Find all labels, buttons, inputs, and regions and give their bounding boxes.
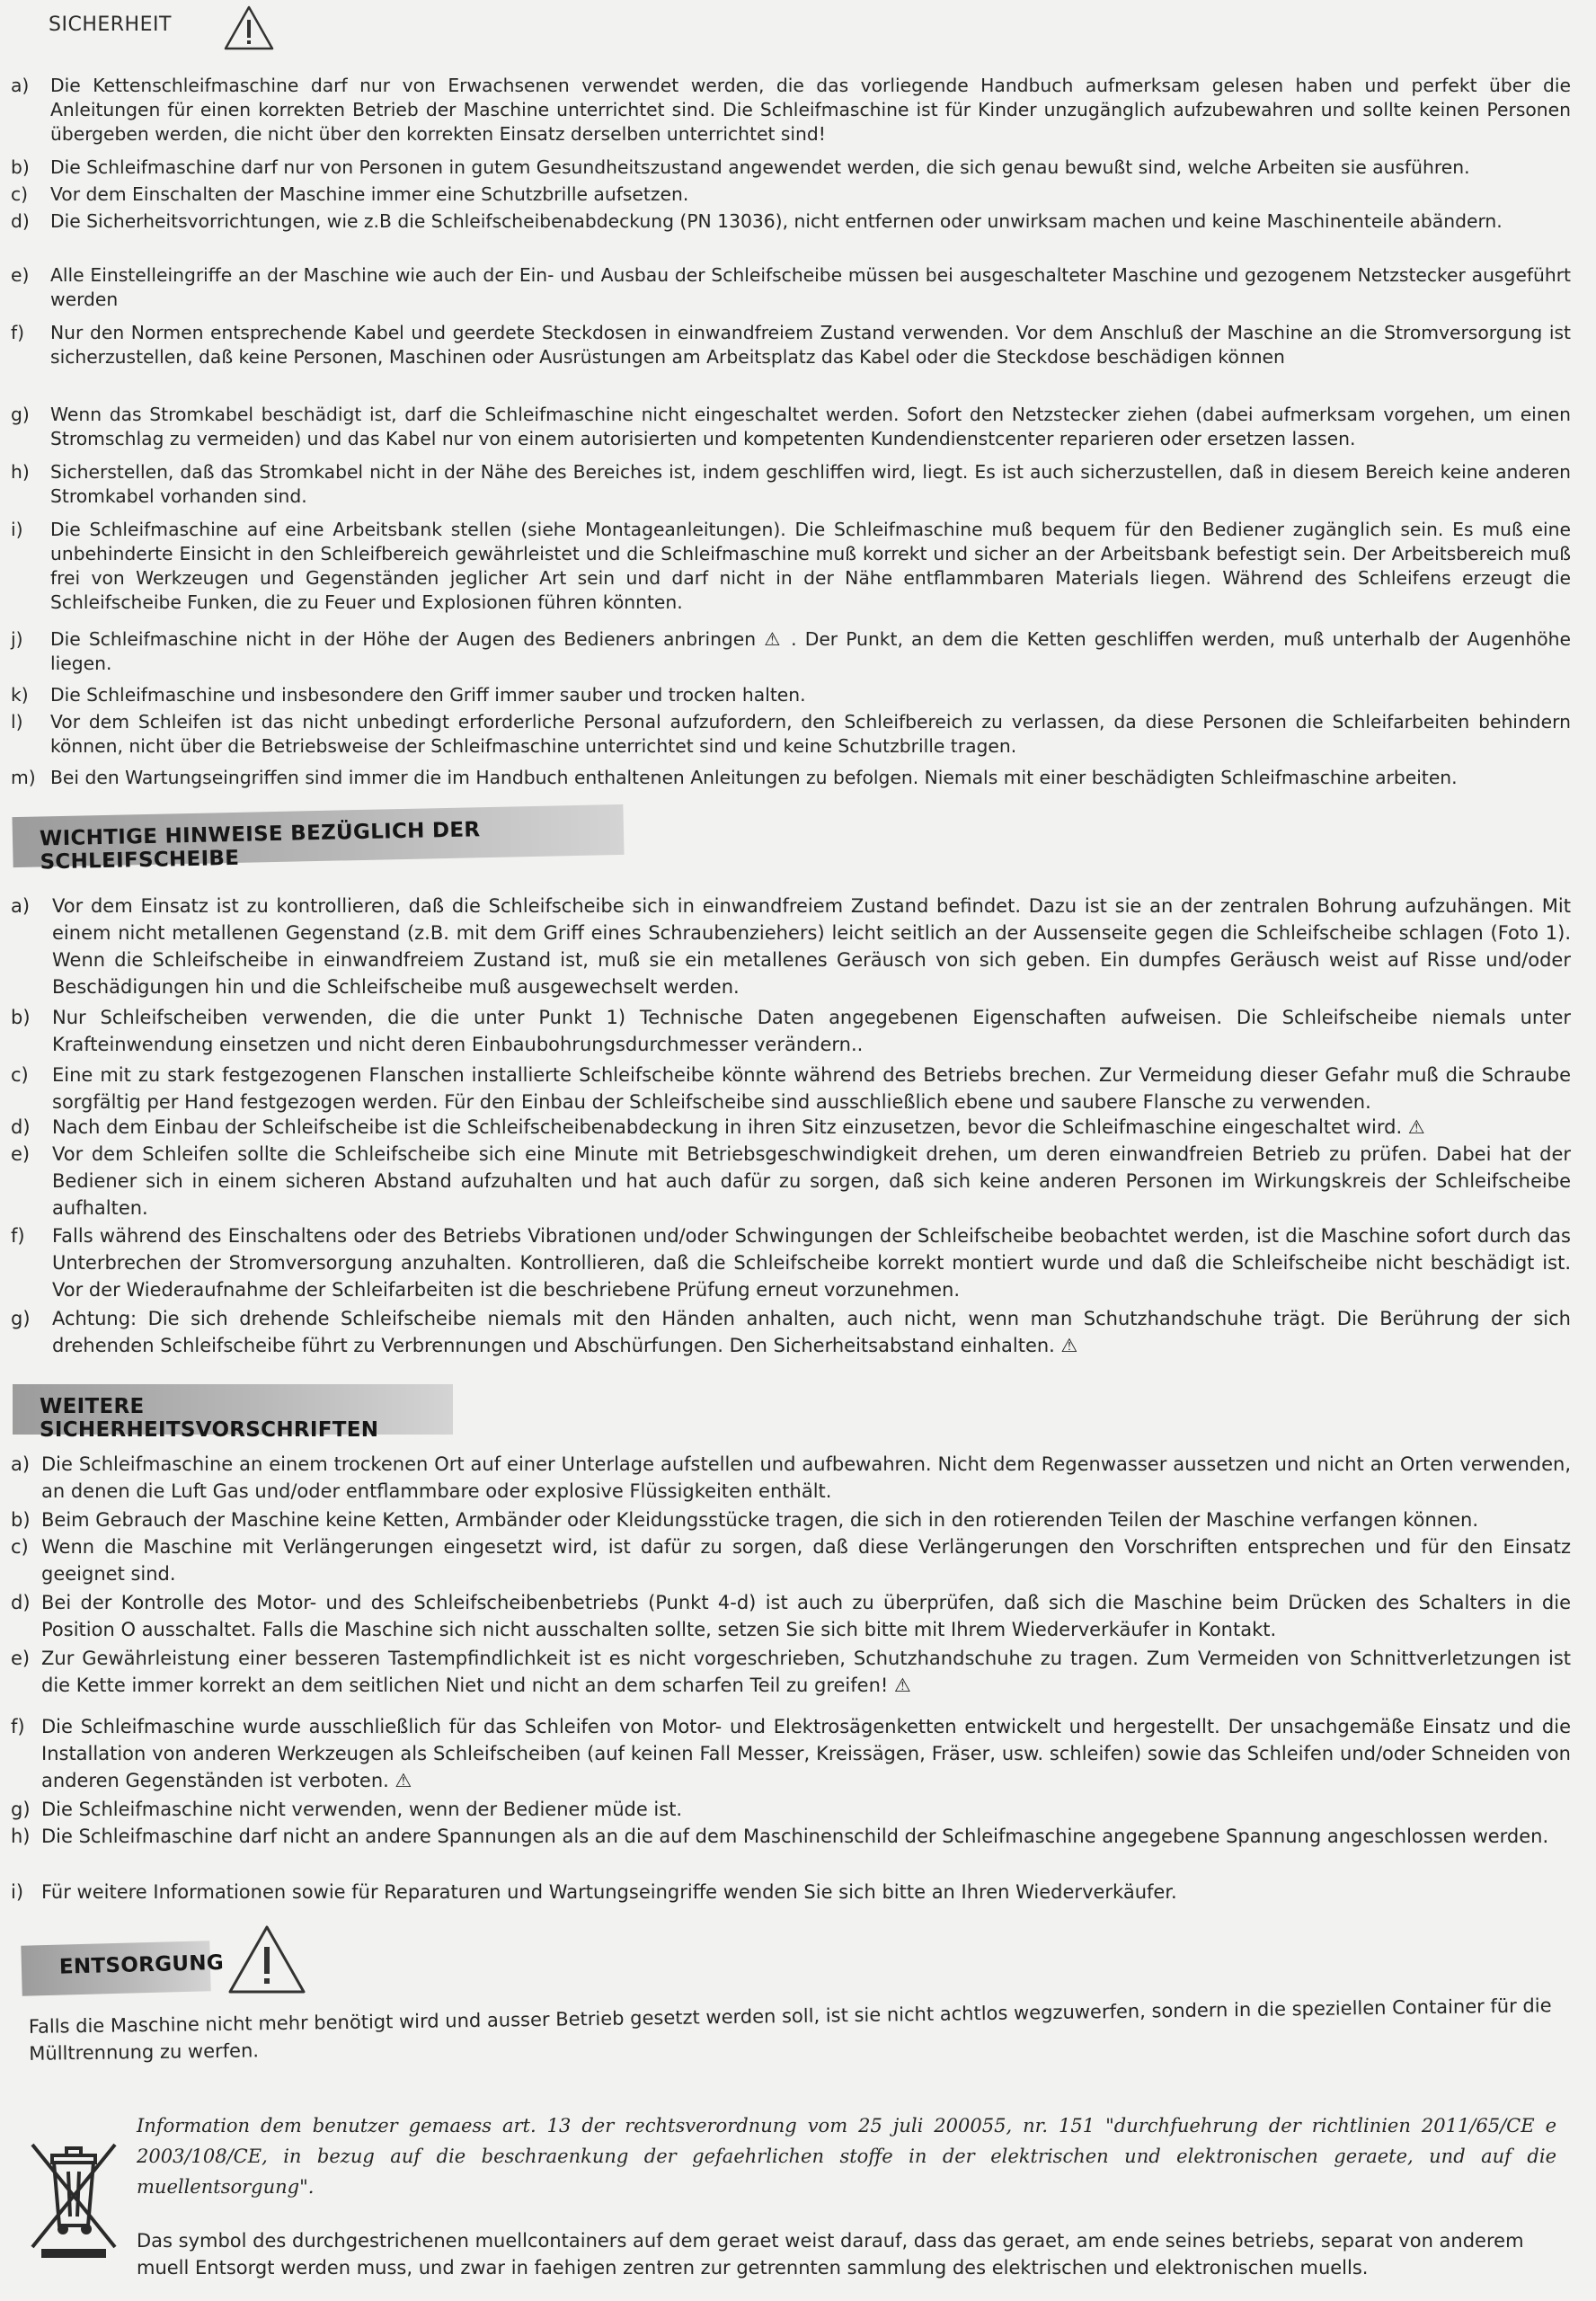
item-label: g) bbox=[11, 1799, 31, 1820]
item-text: Alle Einstelleingriffe an der Maschine wie auch der Ein- und Ausbau der Schleifscheibe müssen bei ausgeschalteter Maschine und gezogenem Netzstecker ausgeführt werden bbox=[50, 264, 1571, 310]
entsorgung-title: ENTSORGUNG bbox=[58, 1950, 225, 1979]
item-text: Vor dem Einschalten der Maschine immer eine Schutzbrille aufsetzen. bbox=[50, 183, 689, 205]
item-text: Die Schleifmaschine darf nur von Personen in gutem Gesundheitszustand angewendet werden, die sich genau bewußt sind, welche Arbeiten sie ausführen. bbox=[50, 156, 1470, 178]
item-text: Zur Gewährleistung einer besseren Tastempfindlichkeit ist es nicht vorgeschrieben, Schutzhandschuhe zu tragen. Zum Vermeiden von Schnittverletzungen ist die Kette immer korrekt an dem seitlichen Niet und nicht an dem scharfen Teil zu greifen! ⚠ bbox=[41, 1648, 1571, 1696]
item-text: Die Sicherheitsvorrichtungen, wie z.B die Schleifscheibenabdeckung (PN 13036), nicht entfernen oder unwirksam machen und keine Maschinenteile abändern. bbox=[50, 210, 1503, 232]
item-label: e) bbox=[11, 1648, 31, 1669]
weitere-header bbox=[13, 1384, 453, 1442]
item-text: Die Schleifmaschine an einem trockenen Ort auf einer Unterlage aufstellen und aufbewahren. Nicht dem Regenwasser aussetzen und nicht an Orten verwenden, an denen die Luft Gas und/oder entflammbare oder explosive Flüssigkeiten enthält. bbox=[41, 1453, 1571, 1502]
item-label: f) bbox=[11, 1716, 25, 1737]
item-text: Achtung: Die sich drehende Schleifscheibe niemals mit den Händen anhalten, auch nicht, wenn man Schutzhandschuhe trägt. Die Berührung der sich drehenden Schleifscheibe führt zu Verbrennungen und Abschürfungen. Den Sicherheitsabstand einhalten. ⚠ bbox=[52, 1308, 1571, 1356]
item-text: Nur Schleifscheiben verwenden, die die unter Punkt 1) Technische Daten angegebenen Eigenschaften aufweisen. Die Schleifscheibe niemals unter Krafteinwendung einsetzen und nicht deren Einbaubohrungsdurchmesser verändern.. bbox=[52, 1007, 1571, 1055]
item-label: h) bbox=[11, 461, 30, 483]
item-text: Wenn die Maschine mit Verlängerungen eingesetzt wird, ist dafür zu sorgen, daß diese Verlängerungen den Vorschriften entsprechen und für den Einsatz geeignet sind. bbox=[41, 1536, 1571, 1585]
item-label: b) bbox=[11, 1509, 31, 1531]
item-text: Vor dem Schleifen ist das nicht unbedingt erforderliche Personal aufzufordern, den Schleifbereich zu verlassen, da diese Personen die Schleifarbeiten behindern können, nicht über die Betriebsweise der Schleifmaschine unterrichtet sind und keine Schutzbrille tragen. bbox=[50, 711, 1571, 757]
item-label: f) bbox=[11, 322, 25, 343]
item-text: Vor dem Schleifen sollte die Schleifscheibe sich eine Minute mit Betriebsgeschwindigkeit drehen, um deren einwandfreien Betrieb zu prüfen. Dabei hat der Bediener sich in einem sicheren Abstand aufzuhalten und hat auch dafür zu sorgen, daß sich keine anderen Personen im Wirkungskreis der Schleifscheibe aufhalten. bbox=[52, 1143, 1571, 1219]
item-text: Die Schleifmaschine und insbesondere den Griff immer sauber und trocken halten. bbox=[50, 684, 806, 706]
item-label: c) bbox=[11, 1536, 29, 1558]
item-label: l) bbox=[11, 711, 23, 733]
item-label: i) bbox=[11, 1881, 24, 1903]
item-label: j) bbox=[11, 628, 23, 650]
item-label: d) bbox=[11, 1116, 31, 1138]
item-text: Nur den Normen entsprechende Kabel und geerdete Steckdosen in einwandfreiem Zustand verwenden. Vor dem Anschluß der Maschine an die Stromversorgung ist sicherzustellen, daß keine Personen, Maschinen oder Ausrüstungen am Arbeitsplatz das Kabel oder die Steckdose beschädigen können bbox=[50, 322, 1571, 368]
item-label: e) bbox=[11, 1143, 31, 1165]
warning-icon bbox=[226, 1923, 307, 1995]
item-label: g) bbox=[11, 1308, 31, 1329]
item-label: i) bbox=[11, 519, 23, 540]
item-label: d) bbox=[11, 1592, 31, 1613]
item-label: a) bbox=[11, 895, 31, 917]
item-label: b) bbox=[11, 1007, 31, 1028]
item-text: Die Schleifmaschine nicht verwenden, wenn der Bediener müde ist. bbox=[41, 1799, 683, 1820]
item-text: Die Schleifmaschine darf nicht an andere Spannungen als an die auf dem Maschinenschild der Schleifmaschine angegebene Spannung angeschlossen werden. bbox=[41, 1826, 1549, 1847]
warning-icon bbox=[223, 4, 275, 52]
item-label: g) bbox=[11, 404, 30, 425]
entsorgung-text: Falls die Maschine nicht mehr benötigt wird und ausser Betrieb gesetzt werden soll, ist sie nicht achtlos wegzuwerfen, sondern in die speziellen Container für die Mülltrennung zu werfen. bbox=[28, 1994, 1552, 2065]
item-text: Die Schleifmaschine wurde ausschließlich für das Schleifen von Motor- und Elektrosägenketten entwickelt und hergestellt. Der unsachgemäße Einsatz und die Installation von anderen Werkzeugen als Schleifscheiben (auf keinen Fall Messer, Kreissägen, Fräser, usw. schleifen) sowie das Schleifen und/oder Schneiden von anderen Gegenständen ist verboten. ⚠ bbox=[41, 1716, 1571, 1791]
item-label: f) bbox=[11, 1225, 25, 1247]
item-text: Eine mit zu stark festgezogenen Flanschen installierte Schleifscheibe könnte während des Betriebs brechen. Zur Vermeidung dieser Gefahr muß die Schraube sorgfältig per Hand festgezogen werden. Für den Einbau der Schleifscheibe sind ausschließlich ebene und saubere Flansche zu verwenden. bbox=[52, 1064, 1571, 1113]
info-text-2: Das symbol des durchgestrichenen muellcontainers auf dem geraet weist darauf, dass das geraet, am ende seines betriebs, separat von anderem muell Entsorgt werden muss, und zwar in faehigen zentren zur getrennten sammlung des elektrischen und elektronischen muells. bbox=[137, 2230, 1524, 2279]
item-label: a) bbox=[11, 1453, 31, 1475]
item-text: Bei der Kontrolle des Motor- und des Schleifscheibenbetriebs (Punkt 4-d) ist auch zu überprüfen, daß sich die Maschine beim Drücken des Schalters in die Position O ausschaltet. Falls die Maschine sich nicht ausschalten sollte, setzen Sie sich bitte mit Ihrem Wiederverkäufer in Kontakt. bbox=[41, 1592, 1571, 1640]
item-label: c) bbox=[11, 1064, 29, 1086]
item-label: c) bbox=[11, 183, 29, 205]
item-text: Bei den Wartungseingriffen sind immer die im Handbuch enthaltenen Anleitungen zu befolgen. Niemals mit einer beschädigten Schleifmaschine arbeiten. bbox=[50, 767, 1458, 788]
info-text-1: Information dem benutzer gemaess art. 13 der rechtsverordnung vom 25 juli 200055, nr. 151 "durchfuehrung der richtlinien 2011/65/CE e 2003/108/CE, in bezug auf die beschraenkung der gefaehrlichen stoffe in der elektrischen und elektronischen geraete, und auf die muellentsorgung". bbox=[137, 2115, 1556, 2198]
sicherheit-title: SICHERHEIT bbox=[49, 13, 172, 36]
item-label: e) bbox=[11, 264, 30, 286]
item-text: Sicherstellen, daß das Stromkabel nicht in der Nähe des Bereiches ist, indem geschliffen wird, liegt. Es ist auch sicherzustellen, daß in diesem Bereich keine anderen Stromkabel vorhanden sind. bbox=[50, 461, 1571, 507]
item-text: Falls während des Einschaltens oder des Betriebs Vibrationen und/oder Schwingungen der Schleifscheibe beobachtet werden, ist die Maschine sofort durch das Unterbrechen der Stromversorgung anzuhalten. Kontrollieren, daß die Schleifscheibe korrekt montiert wurde und daß die Schleifscheibe nicht beschädigt ist. Vor der Wiederaufnahme der Schleifarbeiten ist die beschriebene Prüfung erneut vorzunehmen. bbox=[52, 1225, 1571, 1301]
item-text: Wenn das Stromkabel beschädigt ist, darf die Schleifmaschine nicht eingeschaltet werden. Sofort den Netzstecker ziehen (dabei aufmerksam vorgehen, um einen Stromschlag zu vermeiden) und das Kabel nur von einem autorisierten und kompetenten Kundendienstcenter reparieren oder ersetzen lassen. bbox=[50, 404, 1571, 449]
weitere-title: WEITERE SICHERHEITSVORSCHRIFTEN bbox=[40, 1395, 379, 1442]
item-text: Nach dem Einbau der Schleifscheibe ist die Schleifscheibenabdeckung in ihren Sitz einzusetzen, bevor die Schleifmaschine eingeschaltet wird. ⚠ bbox=[52, 1116, 1425, 1138]
item-text: Beim Gebrauch der Maschine keine Ketten, Armbänder oder Kleidungsstücke tragen, die sich in den rotierenden Teilen der Maschine verfangen können. bbox=[41, 1509, 1479, 1531]
item-label: d) bbox=[11, 210, 30, 232]
item-label: b) bbox=[11, 156, 30, 178]
hinweise-header bbox=[12, 804, 624, 875]
item-label: h) bbox=[11, 1826, 31, 1847]
weee-bin-icon bbox=[23, 2136, 124, 2261]
item-label: k) bbox=[11, 684, 29, 706]
entsorgung-header bbox=[21, 1941, 225, 1995]
item-text: Für weitere Informationen sowie für Reparaturen und Wartungseingriffe wenden Sie sich bitte an Ihren Wiederverkäufer. bbox=[41, 1881, 1177, 1903]
item-text: Die Kettenschleifmaschine darf nur von Erwachsenen verwendet werden, die das vorliegende Handbuch aufmerksam gelesen haben und perfekt über die Anleitungen für einen korrekten Betrieb der Maschine unterrichtet sind. Die Schleifmaschine ist für Kinder unzugänglich aufzubewahren und sollte keinen Personen übergeben werden, die nicht über den korrekten Einsatz derselben unterrichtet sind! bbox=[50, 75, 1571, 145]
item-text: Vor dem Einsatz ist zu kontrollieren, daß die Schleifscheibe sich in einwandfreiem Zustand befindet. Dazu ist sie an der zentralen Bohrung aufzuhängen. Mit einem nicht metallenen Gegenstand (z.B. mit dem Griff eines Schraubenziehers) leicht seitlich an der Aussenseite gegen die Schleifscheibe schlagen (Foto 1). Wenn die Schleifscheibe in einwandfreiem Zustand ist, muß sie ein metallenes Geräusch von sich geben. Ein dumpfes Geräusch weist auf Risse und/oder Beschädigungen hin und die Schleifscheibe muß ausgewechselt werden. bbox=[52, 895, 1571, 998]
item-text: Die Schleifmaschine auf eine Arbeitsbank stellen (siehe Montageanleitungen). Die Schleifmaschine muß bequem für den Bediener zugänglich sein. Es muß eine unbehinderte Einsicht in den Schleifbereich gewährleistet und die Schleifmaschine muß korrekt und sicher an der Arbeitsbank befestigt sein. Der Arbeitsbereich muß frei von Werkzeugen und Gegenständen jeglicher Art sein und darf nicht in der Nähe entflammbaren Materials liegen. Während des Schleifens erzeugt die Schleifscheibe Funken, die zu Feuer und Explosionen führen könnten. bbox=[50, 519, 1571, 613]
item-label: m) bbox=[11, 767, 36, 788]
item-text: Die Schleifmaschine nicht in der Höhe der Augen des Bedieners anbringen ⚠ . Der Punkt, an dem die Ketten geschliffen werden, muß unterhalb der Augenhöhe liegen. bbox=[50, 628, 1571, 674]
item-label: a) bbox=[11, 75, 30, 96]
hinweise-title: WICHTIGE HINWEISE BEZÜGLICH DER SCHLEIFSCHEIBE bbox=[39, 818, 481, 875]
